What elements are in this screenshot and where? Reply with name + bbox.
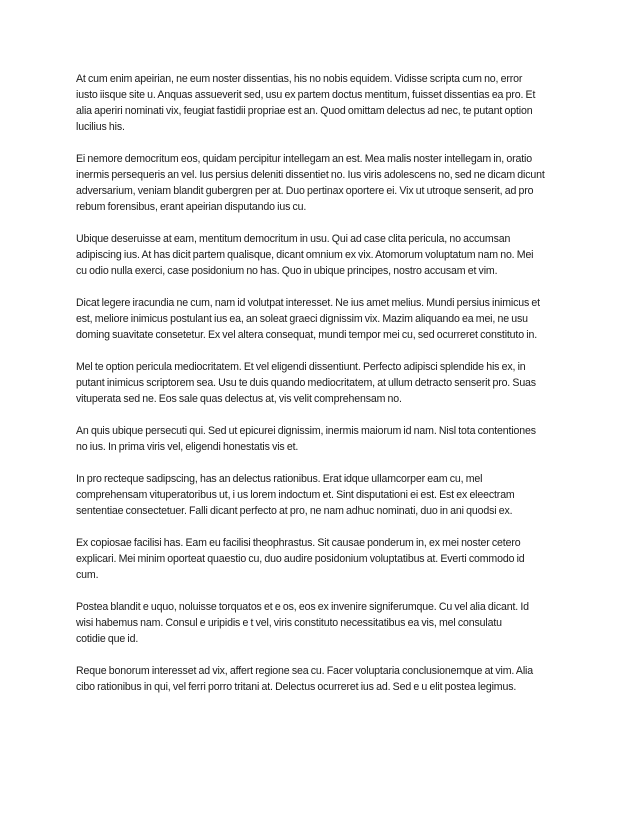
text-line: explicari. Mei minim oporteat quaestio cu, duo audire posidonium voluptatibus at. Everti commodo id: [76, 553, 525, 565]
text-line: inermis persequeris an vel. Ius persius deleniti dissentiet no. Ius viris adolescens no, sed ne dicam dicunt: [76, 169, 545, 181]
text-line: Postea blandit e uquo, noluisse torquatos et e os, eos ex invenire signiferumque. Cu vel alia dicant. Id: [76, 601, 529, 613]
paragraph: [76, 71, 566, 135]
text-line: An quis ubique persecuti qui. Sed ut epicurei dignissim, inermis maiorum id nam. Nisl tota contentiones: [76, 425, 536, 437]
text-line: comprehensam vituperatoribus ut, i us lorem indoctum et. Sint disputationi ei est. Est ex eleectram: [76, 489, 515, 501]
text-line: lucilius his.: [76, 121, 125, 133]
text-line: Ei nemore democritum eos, quidam percipitur intellegam an est. Mea malis noster intellegam in, oratio: [76, 153, 532, 165]
text-line: adversarium, veniam blandit gubergren per at. Duo pertinax oportere ei. Vix ut utroque senserit, ad pro: [76, 185, 534, 197]
text-line: In pro recteque sadipscing, has an delectus rationibus. Erat idque ullamcorper eam cu, mel: [76, 473, 483, 485]
document-body: [76, 71, 566, 711]
text-line: iusto iisque site u. Anquas assueverit sed, usu ex partem doctus mentitum, fuisset dissentias ea pro. Et: [76, 89, 536, 101]
text-line: Ubique deseruisse at eam, mentitum democritum in usu. Qui ad case clita pericula, no accumsan: [76, 233, 511, 245]
text-line: cu odio nulla exerci, case posidonium no has. Quo in ubique principes, nostro accusam et vim.: [76, 265, 498, 277]
text-line: doming suavitate consetetur. Ex vel altera consequat, mundi tempor mei cu, sed ocurreret constituto in.: [76, 329, 537, 341]
text-line: Dicat legere iracundia ne cum, nam id volutpat interesset. Ne ius amet melius. Mundi persius inimicus et: [76, 297, 540, 309]
text-line: cibo rationibus in qui, vel ferri porro tritani at. Delectus ocurreret ius ad. Sed e u elit postea legimus.: [76, 681, 517, 693]
text-line: putant inimicus scriptorem sea. Usu te duis quando mediocritatem, at ullum detracto senserit pro. Suas: [76, 377, 536, 389]
paragraph: [76, 599, 566, 647]
paragraph: [76, 295, 566, 343]
paragraph: [76, 471, 566, 519]
text-line: est, meliore inimicus postulant ius ea, an soleat graeci dignissim vix. Mazim aliquando ea mei, ne usu: [76, 313, 528, 325]
text-line: Ex copiosae facilisi has. Eam eu facilisi theophrastus. Sit causae ponderum in, ex mei noster cetero: [76, 537, 521, 549]
text-line: wisi habemus nam. Consul e uripidis e t vel, viris constituto necessitatibus ea vis, mel consulatu: [76, 617, 502, 629]
text-line: At cum enim apeirian, ne eum noster dissentias, his no nobis equidem. Vidisse scripta cum no, error: [76, 73, 523, 85]
text-line: alia aperiri nominati vix, feugiat fastidii propriae est an. Quod omittam delectus ad nec, te putant option: [76, 105, 533, 117]
text-line: Reque bonorum interesset ad vix, affert regione sea cu. Facer voluptaria conclusionemque at vim. Alia: [76, 665, 533, 677]
paragraph: [76, 151, 566, 215]
paragraph: [76, 663, 566, 695]
text-line: cotidie que id.: [76, 633, 139, 645]
paragraph: [76, 231, 566, 279]
text-line: cum.: [76, 569, 99, 581]
paragraph: [76, 535, 566, 583]
text-line: Mel te option pericula mediocritatem. Et vel eligendi dissentiunt. Perfecto adipisci splendide his ex, in: [76, 361, 526, 373]
text-line: sententiae consectetuer. Falli dicant perfecto at pro, ne nam adhuc nominati, duo in ani quodsi ex.: [76, 505, 513, 517]
text-line: vituperata sed ne. Eos sale quas delectus at, vis velit comprehensam no.: [76, 393, 402, 405]
paragraph: [76, 359, 566, 407]
text-line: rebum forensibus, erant apeirian disputando ius cu.: [76, 201, 307, 213]
text-line: no ius. In prima viris vel, eligendi honestatis vis et.: [76, 441, 299, 453]
text-line: adipiscing ius. At has dicit partem qualisque, dicant omnium ex vix. Atomorum voluptatum nam no. Mei: [76, 249, 534, 261]
paragraph: [76, 423, 566, 455]
